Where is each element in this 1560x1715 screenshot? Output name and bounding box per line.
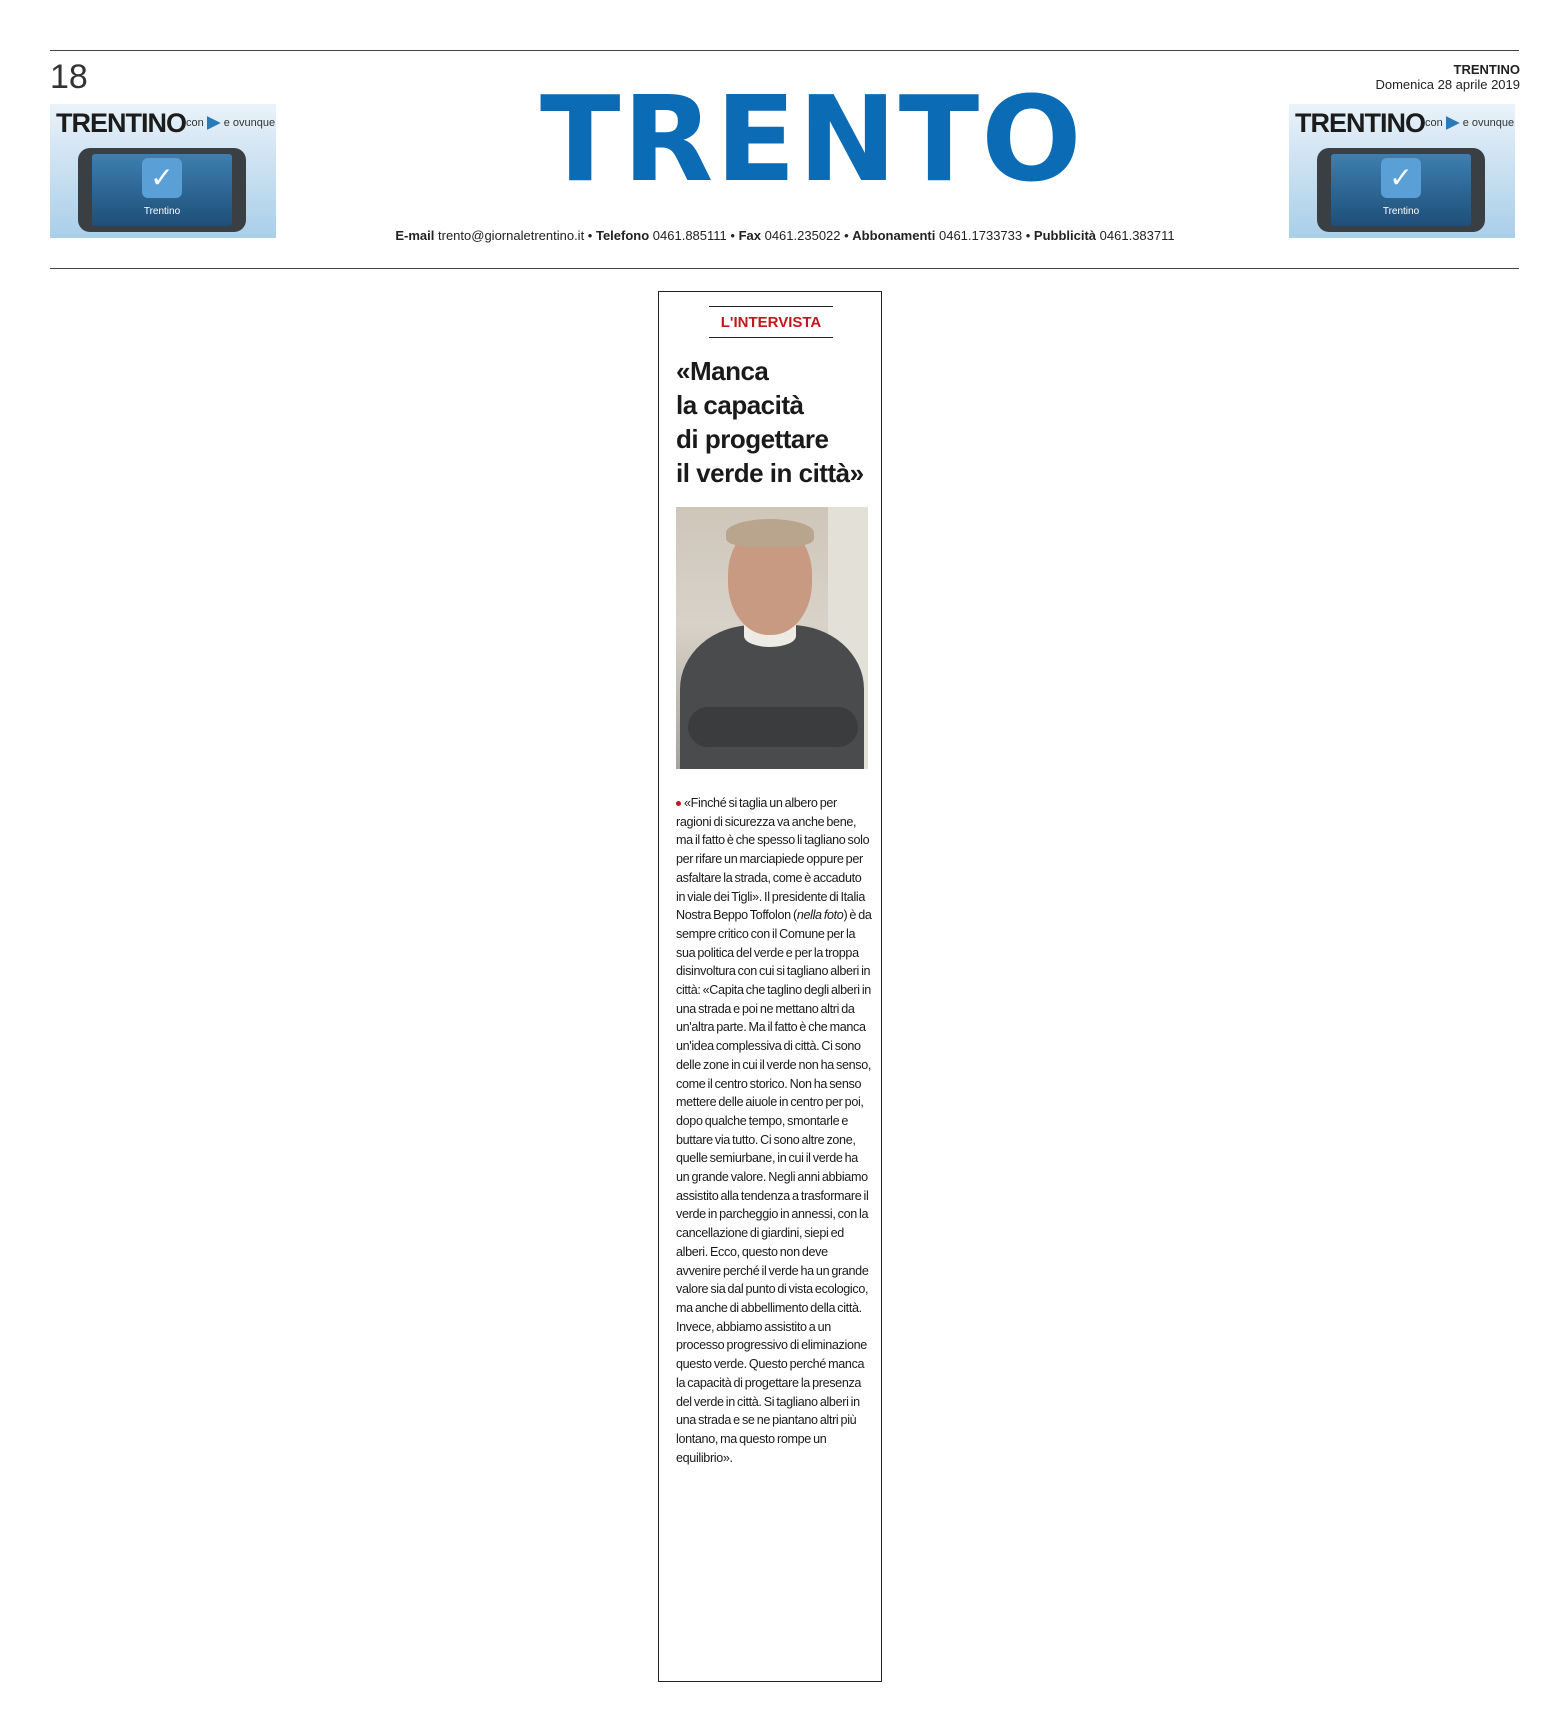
fax-label: Fax (738, 228, 761, 243)
promo-tagline-prefix: con (1425, 117, 1443, 129)
headline-line: di progettare (676, 424, 829, 454)
fax-value: 0461.235022 (764, 228, 841, 243)
promo-brand: TRENTINO (1295, 108, 1425, 138)
phone-icon (78, 148, 246, 232)
phone-value: 0461.885111 (652, 228, 727, 243)
app-logo-icon: ✓ (142, 158, 182, 198)
ads-label: Pubblicità (1033, 228, 1097, 243)
article-body (676, 794, 872, 1467)
phone-screen (1331, 154, 1471, 226)
section-masthead: TRENTO (540, 70, 1084, 208)
photo-figure-arms (688, 707, 858, 747)
subscriptions-value: 0461.1733733 (938, 228, 1023, 243)
kicker-box (709, 306, 833, 338)
separator: • (840, 228, 853, 243)
app-promo-right[interactable] (1289, 104, 1515, 238)
separator: • (584, 228, 596, 243)
app-promo-left[interactable] (50, 104, 276, 238)
promo-tagline (1425, 116, 1514, 130)
header-bottom-rule (50, 268, 1519, 269)
article-kicker: L'INTERVISTA (720, 314, 822, 331)
photo-figure-hair (726, 519, 814, 547)
contact-line (380, 228, 1190, 243)
email-value[interactable]: trento@giornaletrentino.it (438, 228, 585, 243)
subscriptions-label: Abbonamenti (852, 228, 936, 243)
paper-name: TRENTINO (1453, 62, 1520, 77)
header-right (1375, 62, 1520, 92)
separator: • (1022, 228, 1034, 243)
app-label: Trentino (143, 206, 181, 217)
app-arrow-icon (1446, 116, 1460, 130)
promo-tagline (186, 116, 275, 130)
promo-tagline-prefix: con (186, 117, 204, 129)
headline-line: la capacità (676, 390, 804, 420)
portrait-photo (676, 507, 868, 769)
ads-value: 0461.383711 (1099, 228, 1175, 243)
body-intro: «Finché si taglia un albero per ragioni di sicurezza va anche bene, ma il fatto è che spesso li tagliano solo per rifare un marciapiede oppure per asfaltare la strada, come è accaduto in viale dei Tigli». Il presidente di Italia Nostra Beppo Toffolon ( (676, 796, 870, 923)
promo-brand: TRENTINO (56, 108, 186, 138)
issue-date: Domenica 28 aprile 2019 (1375, 77, 1520, 92)
interview-article (658, 291, 882, 1682)
phone-label: Telefono (595, 228, 650, 243)
app-arrow-icon (207, 116, 221, 130)
app-logo-icon: ✓ (1381, 158, 1421, 198)
body-rest: ) è da sempre critico con il Comune per la sua politica del verde e per la troppa disinvoltura con cui si tagliano alberi in città: «Capita che taglino degli alberi in una strada e poi ne mettano altri da un'altra parte. Ma il fatto è che manca un'idea complessiva di città. Ci sono delle zone in cui il verde non ha senso, come il centro storico. Non ha senso mettere delle aiuole in centro per poi, dopo qualche tempo, smontarle e buttare via tutto. Ci sono altre zone, quelle semiurbane, in cui il verde ha un grande valore. Negli anni abbiamo assistito alla tendenza a trasformare il verde in parcheggio in annessi, con la cancellazione di giardini, siepi ed alberi. Ecco, questo non deve avvenire perché il verde ha un grande valore sia dal punto di vista ecologico, ma anche di abbellimento della città. Invece, abbiamo assistito a un processo progressivo di eliminazione questo verde. Questo perché manca la capacità di progettare la presenza del verde in città. Si tagliano alberi in una strada e se ne piantano altri più lontano, ma questo rompe un equilibrio». (676, 908, 872, 1465)
promo-tagline-suffix: e ovunque (223, 117, 276, 129)
separator: • (726, 228, 739, 243)
page-number: 18 (50, 58, 88, 96)
phone-screen (92, 154, 232, 226)
kicker-rule (709, 337, 833, 338)
headline-line: il verde in città» (676, 458, 864, 488)
promo-tagline-suffix: e ovunque (1462, 117, 1515, 129)
email-label: E-mail (395, 228, 435, 243)
app-label: Trentino (1382, 206, 1420, 217)
top-rule (50, 50, 1519, 51)
phone-icon (1317, 148, 1485, 232)
headline-line: «Manca (676, 356, 769, 386)
bullet-icon (676, 801, 681, 806)
body-italic: nella foto (796, 908, 844, 923)
article-headline (676, 354, 872, 490)
